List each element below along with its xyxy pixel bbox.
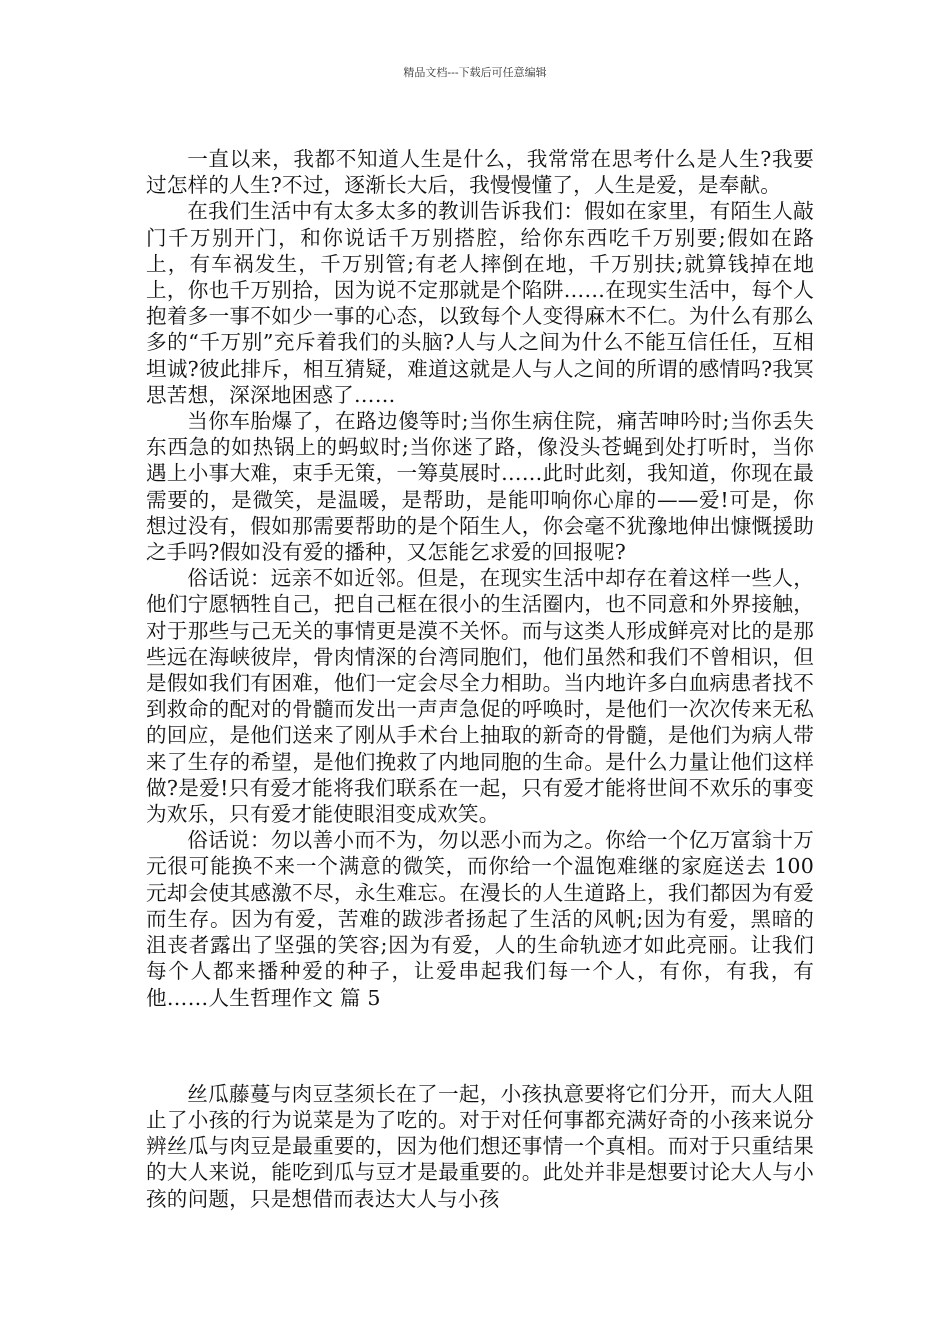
header-note: 精品文档---下载后可任意编辑 [403,66,547,79]
paragraph-4: 俗话说：远亲不如近邻。但是，在现实生活中却存在着这样一些人，他们宁愿牺牲自己，把自己框在很小的生活圈内，也不同意和外界接触，对于那些与己无关的事情更是漠不关怀。而与这类人形成鲜亮对比的是那些远在海峡彼岸，骨肉情深的台湾同胞们，他们虽然和我们不曾相识，但是假如我们有困难，他们一定会尽全力相助。当内地许多白血病患者找不到救命的配对的骨髓而发出一声声急促的呼唤时，是他们一次次传来无私的回应，是他们送来了刚从手术台上抽取的新奇的骨髓，是他们为病人带来了生存的希望，是他们挽救了内地同胞的生命。是什么力量让他们这样做?是爱!只有爱才能将我们联系在一起，只有爱才能将世间不欢乐的事变为欢乐，只有爱才能使眼泪变成欢笑。 [146,566,814,827]
paragraph-1: 一直以来，我都不知道人生是什么，我常常在思考什么是人生?我要过怎样的人生?不过，逐渐长大后，我慢慢懂了，人生是爱，是奉献。 [146,147,814,198]
document-body [146,146,814,1212]
paragraph-3: 当你车胎爆了，在路边傻等时;当你生病住院，痛苦呻吟时;当你丢失东西急的如热锅上的蚂蚁时;当你迷了路，像没头苍蝇到处打听时，当你遇上小事大难，束手无策，一筹莫展时……此时此刻，我知道，你现在最需要的，是微笑，是温暖，是帮助，是能叩响你心扉的——爱!可是，你想过没有，假如那需要帮助的是个陌生人，你会毫不犹豫地伸出慷慨援助之手吗?假如没有爱的播种，又怎能乞求爱的回报呢? [146,409,814,565]
paragraph-5: 俗话说：勿以善小而不为，勿以恶小而为之。你给一个亿万富翁十万元很可能换不来一个满意的微笑，而你给一个温饱难继的家庭送去 100 元却会使其感激不尽，永生难忘。在漫长的人生道路上，我们都因为有爱而生存。因为有爱，苦难的跋涉者扬起了生活的风帆;因为有爱，黑暗的沮丧者露出了坚强的笑容;因为有爱，人的生命轨迹才如此亮丽。让我们每个人都来播种爱的种子，让爱串起我们每一个人，有你，有我，有他……人生哲理作文 篇 5 [146,828,814,1010]
paragraph-6: 丝瓜藤蔓与肉豆茎须长在了一起，小孩执意要将它们分开，而大人阻止了小孩的行为说菜是为了吃的。对于对任何事都充满好奇的小孩来说分辨丝瓜与肉豆是最重要的，因为他们想还事情一个真相。而对于只重结果的大人来说，能吃到瓜与豆才是最重要的。此处并非是想要讨论大人与小孩的问题，只是想借而表达大人与小孩 [146,1081,814,1211]
paragraph-2: 在我们生活中有太多太多的教训告诉我们：假如在家里，有陌生人敲门千万别开门，和你说话千万别搭腔，给你东西吃千万别要;假如在路上，有车祸发生，千万别管;有老人摔倒在地，千万别扶;就算钱掉在地上，你也千万别拾，因为说不定那就是个陷阱……在现实生活中，每个人抱着多一事不如少一事的心态，以致每个人变得麻木不仁。为什么有那么多的“千万别”充斥着我们的头脑?人与人之间为什么不能互信任任，互相坦诚?彼此排斥，相互猜疑，难道这就是人与人之间的所谓的感情吗?我冥思苦想，深深地困惑了…… [146,199,814,407]
section-gap [146,1011,814,1081]
